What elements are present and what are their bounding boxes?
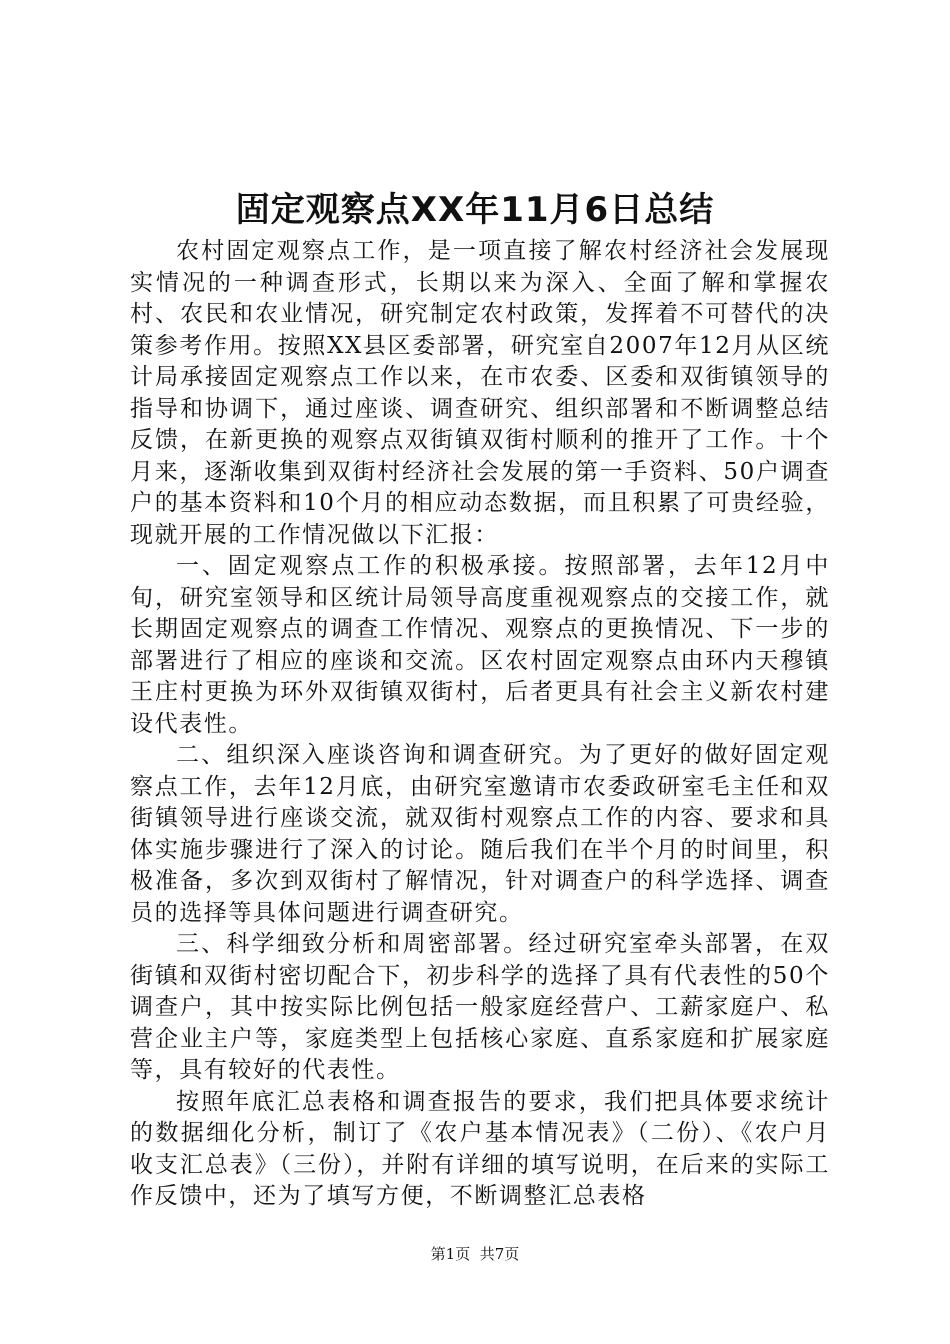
document-title: 固定观察点XX年11月6日总结 (235, 190, 715, 230)
paragraph-tables: 按照年底汇总表格和调查报告的要求，我们把具体要求统计的数据细化分析，制订了《农户基本情况表》（二份）、《农户月收支汇总表》（三份），并附有详细的填写说明，在后来的实际工作反馈中，还为了填写方便，不断调整汇总表格 (130, 1088, 830, 1209)
page-number-current: 第1页 (430, 1245, 471, 1263)
paragraph-section-2: 二、组织深入座谈咨询和调查研究。为了更好的做好固定观察点工作，去年12月底，由研究室邀请市农委政研室毛主任和双街镇领导进行座谈交流，就双街村观察点工作的内容、要求和具体实施步骤进行了深入的讨论。随后我们在半个月的时间里，积极准备，多次到双街村了解情况，针对调查户的科学选择、调查员的选择等具体问题进行调查研究。 (130, 742, 830, 926)
page-number-total: 共7页 (479, 1245, 520, 1263)
document-body (130, 236, 830, 1213)
page-footer (0, 1244, 950, 1264)
footer-gap (470, 1245, 480, 1263)
paragraph-section-3: 三、科学细致分析和周密部署。经过研究室牵头部署，在双街镇和双街村密切配合下，初步科学的选择了具有代表性的50个调查户，其中按实际比例包括一般家庭经营户、工薪家庭户、私营企业主户等，家庭类型上包括核心家庭、直系家庭和扩展家庭等，具有较好的代表性。 (130, 931, 830, 1083)
paragraph-intro: 农村固定观察点工作，是一项直接了解农村经济社会发展现实情况的一种调查形式，长期以来为深入、全面了解和掌握农村、农民和农业情况，研究制定农村政策，发挥着不可替代的决策参考作用。按照XX县区委部署，研究室自2007年12月从区统计局承接固定观察点工作以来，在市农委、区委和双街镇领导的指导和协调下，通过座谈、调查研究、组织部署和不断调整总结反馈，在新更换的观察点双街镇双街村顺利的推开了工作。十个月来，逐渐收集到双街村经济社会发展的第一手资料、50户调查户的基本资料和10个月的相应动态数据，而且积累了可贵经验，现就开展的工作情况做以下汇报： (130, 238, 830, 548)
paragraph-section-1: 一、固定观察点工作的积极承接。按照部署，去年12月中旬，研究室领导和区统计局领导高度重视观察点的交接工作，就长期固定观察点的调查工作情况、观察点的更换情况、下一步的部署进行了相应的座谈和交流。区农村固定观察点由环内天穆镇王庄村更换为环外双街镇双街村，后者更具有社会主义新农村建设代表性。 (130, 553, 830, 737)
